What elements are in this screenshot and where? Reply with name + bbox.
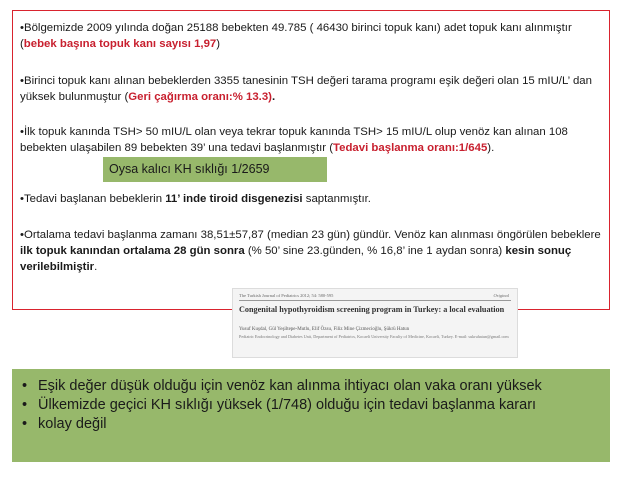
header-rule	[239, 300, 511, 301]
article-authors: Yusuf Kuşdal, Gül Yeşiltepe-Mutlu, Elif Özsu, Filiz Mine Çizmecioğlu, Şükrü Hatun	[239, 327, 410, 332]
conclusion-item: • Ülkemizde geçici KH sıklığı yüksek (1/748) olduğu için tedavi başlanma kararı	[22, 397, 537, 413]
article-title: Congenital hypothyroidism screening program in Turkey: a local evaluation	[239, 305, 505, 314]
recall-rate: Geri çağırma oranı:% 13.3)	[128, 91, 272, 103]
conclusion-item: • kolay değil	[22, 416, 107, 432]
heel-samples-per-baby: bebek başına topuk kanı sayısı 1,97	[23, 38, 217, 50]
conclusion-box	[12, 369, 610, 462]
paragraph-treatment-time: •Ortalama tedavi başlanma zamanı 38,51±57,87 (median 23 gün) gündür. Venöz kan alınması öngörülen bebeklere ilk topuk kanından ortalama 28 gün sonra (% 50’ sine 23.günden, % 16,8’ ine 1 aydan sonra) kesin sonuç verilebilmiştir.	[20, 229, 601, 273]
journal-article-thumbnail	[232, 288, 518, 358]
journal-name: The Turkish Journal of Pediatrics 2012; 54: 580-595	[239, 293, 334, 298]
paragraph-thyroid-dysgenesis: •Tedavi başlanan bebeklerin 11’ inde tiroid disgenezisi saptanmıştır.	[20, 193, 371, 205]
conclusion-item: • Eşik değer düşük olduğu için venöz kan alınma ihtiyacı olan vaka oranı yüksek	[22, 378, 542, 394]
paragraph-sample-count: •Bölgemizde 2009 yılında doğan 25188 bebekten 49.785 ( 46430 birinci topuk kanı) adet topuk kanı alınmıştır (bebek başına topuk kanı sayısı 1,97)	[20, 22, 572, 50]
paragraph-recall-rate: •Birinci topuk kanı alınan bebeklerden 3355 tanesinin TSH değeri tarama programı eşik değeri olan 15 mIU/L’ dan yüksek bulunmuştur (Geri çağırma oranı:% 13.3).	[20, 75, 592, 103]
treatment-rate: Tedavi başlanma oranı:1/645	[333, 142, 488, 154]
article-affiliation: Pediatric Endocrinology and Diabetes Unit, Department of Pediatrics, Kocaeli University Faculty of Medicine, Kocaeli, Turkey. E-mail: sukruhatun@gmail.com	[239, 334, 509, 339]
paragraph-treatment-rate: •İlk topuk kanında TSH> 50 mIU/L olan veya tekrar topuk kanında TSH> 15 mIU/L olup venöz kan alınan 108 bebekten ulaşabilen 89 bebekten 39’ una tedavi başlanmıştır (Tedavi başlanma oranı:1/645).	[20, 126, 568, 154]
article-type: Original	[493, 293, 509, 298]
permanent-ch-callout: Oysa kalıcı KH sıklığı 1/2659	[103, 157, 327, 182]
conclusion-list	[22, 377, 600, 434]
